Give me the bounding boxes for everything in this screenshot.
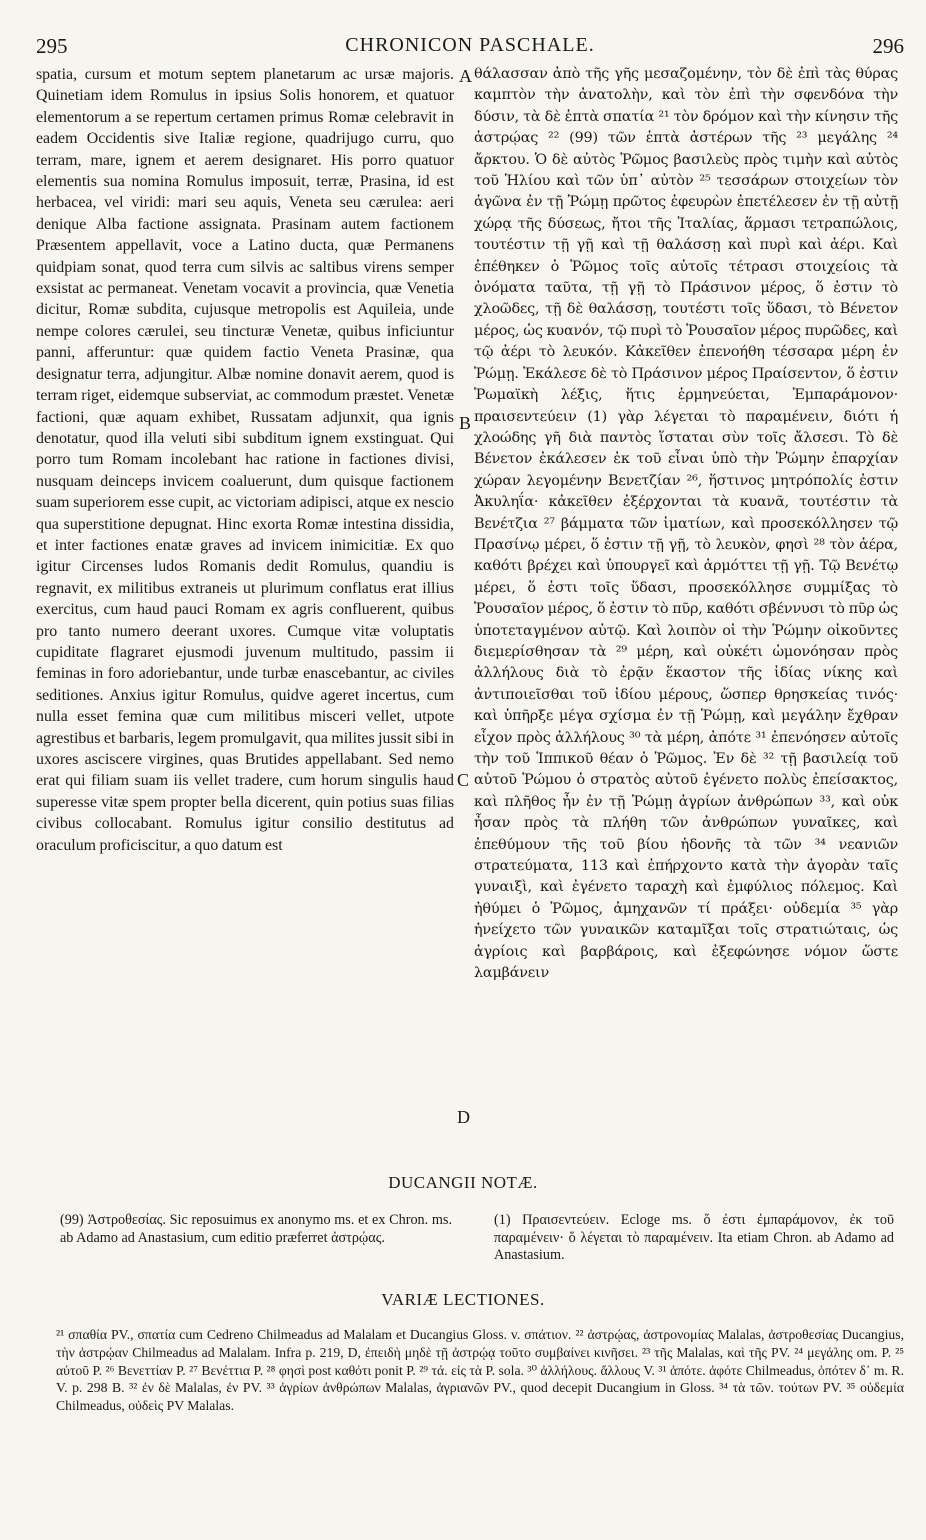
variant-readings: ²¹ σπαθία PV., σπατία cum Cedreno Chilmeadus ad Malalam et Ducangius Gloss. v. σπάτιον. ²² ἀστρῴας, ἀστρονομίας Malalas, ἀστροθεσίας Ducangius, τὴν ἀστρῴαν Chilmeadus ad Malalam. Infra p. 219, D, ἐπειδὴ μηδὲ τῇ ἀστρῴᾳ τοῦτο συμβαίνει κινῆσει. ²³ τῆς Malalas, καὶ τῆς PV. ²⁴ μεγάλης om. P. ²⁵ αὐτοῦ P. ²⁶ Βενεττίαν P. ²⁷ Βενέττια P. ²⁸ φησὶ post καθότι ponit P. ²⁹ τά. εἰς τὰ P. sola. ³⁰ ἀλλήλους. ἄλλους V. ³¹ ἀπότε. ἀφότε Chilmeadus, ὁπότεν δ᾽ m. R. V. p. 298 B. ³² ἐν δὲ Malalas, ἐν PV. ³³ ἀγρίων ἀνθρώπων Malalas, ἀγριανῶν PV., quod decepit Ducangium in Gloss. ³⁴ τὰ τῶν. τούτων PV. ³⁵ οὐδεμία Chilmeadus, οὐδεὶς PV Malalas. [56,1327,904,1414]
margin-letter-d: D [457,1107,470,1127]
greek-column: θάλασσαν ἀπὸ τῆς γῆς μεσαζομένην, τὸν δὲ ἐπὶ τὰς θύρας καμπτὸν τὴν ἀνατολὴν, καὶ τὸν ἐπὶ τὴν σφενδόνα τὴν δύσιν, τὰ δὲ ἑπτὰ σπατία ²¹ τὸν δρόμον καὶ τὴν κίνησιν τῆς ἀστρῴας ²² (99) τῶν ἑπτὰ ἀστέρων τῆς ²³ μεγάλης ²⁴ ἄρκτου. Ὁ δὲ αὐτὸς Ῥῶμος βασιλεὺς πρὸς τιμὴν καὶ αὐτὸς τοῦ Ἡλίου καὶ τῶν ὑπ᾽ αὐτὸν ²⁵ τεσσάρων στοιχείων τὸν ἀγῶνα ἐν τῇ Ῥώμῃ πρῶτος ἐφευρὼν ἐπετέλεσεν ἐν τῇ αὐτῇ χώρᾳ τῆς δύσεως, ἤτοι τῆς Ἰταλίας, ἅρμασι τετραπώλοις, τουτέστιν τῇ γῇ καὶ τῇ θαλάσσῃ καὶ πυρὶ καὶ ἀέρι. Καὶ ἐπέθηκεν ὁ Ῥῶμος τοῖς αὐτοῖς τέτρασι στοιχείοις τὰ ὀνόματα ταῦτα, τῇ γῇ τὸ Πράσινον μέρος, ὅ ἐστιν τὸ χλοῶδες, τῇ δὲ θαλάσσῃ, τουτέστι τοῖς ὕδασι, τὸ Βένετον μέρος, ὡς κυανόν, τῷ πυρὶ τὸ Ῥουσαῖον μέρος πυρῶδες, καὶ τῷ ἀέρι τὸ λευκόν. Κἀκεῖθεν ἐπενοήθη τέσσαρα μέρη ἐν Ῥώμῃ. Ἐκάλεσε δὲ τὸ Πράσινον μέρος Πραίσεντον, ὅ ἐστιν Ῥωμαϊκὴ λέξις, ἥτις ἑρμηνεύεται, Ἐμπαράμονον· πραισεντεύειν (1) γὰρ λέγεται τὸ παραμένειν, διότι ἡ χλοώδης γῆ διὰ παντὸς ἵσταται σὺν τοῖς ἄλσεσι. Τὸ δὲ Βένετον ἐκάλεσεν ἐκ τοῦ εἶναι ὑπὸ τὴν Ῥώμην ἐπαρχίαν χώραν λεγομένην Βενετζίαν ²⁶, ἥστινος μητρόπολίς ἐστιν Ἀκυληΐα· κἀκεῖθεν ἐξέρχονται τὰ κυανᾶ, τουτέστιν τὰ Βενέτζια ²⁷ βάμματα τῶν ἱματίων, καὶ προσεκόλλησεν τῷ Πρασίνῳ μέρει, ὅ ἐστιν τῇ γῇ, τὸ λευκὸν, φησὶ ²⁸ τὸν ἀέρα, καθότι βρέχει καὶ ὑπουργεῖ καὶ ἁρμόττει τῇ γῇ. Τῷ Βενέτῳ μέρει, ὅ ἐστι τοῖς ὕδασι, προσεκόλλησε συμμίξας τὸ Ῥουσαῖον μέρος, ὅ ἐστιν τὸ πῦρ, καθότι σβέννυσι τὸ πῦρ ὡς ὑποτεταγμένον αὐτῷ. Καὶ λοιπὸν οἱ τὴν Ῥώμην οἰκοῦντες διεμερίσθησαν τὰ ²⁹ μέρη, καὶ οὐκέτι ὡμονόησαν πρὸς ἀλλήλους διὰ τὸ ἐρᾷν ἕκαστον τῆς ἰδίας νίκης καὶ ἀντιποιεῖσθαι τοῦ ἰδίου μέρους, ὥσπερ θρησκείας τινός· καὶ ὑπῆρξε μέγα σχίσμα ἐν τῇ Ῥώμῃ, καὶ μεγάλην ἔχθραν εἶχον πρὸς ἀλλήλους ³⁰ τὰ μέρη, ἀπότε ³¹ ἐπενόησεν αὐτοῖς τὴν τοῦ Ἱππικοῦ θέαν ὁ Ῥῶμος. Ἐν δὲ ³² τῇ βασιλείᾳ τοῦ αὐτοῦ Ῥώμου ὁ στρατὸς αὐτοῦ ἐγένετο πολὺς ἐπείσακτος, καὶ πλῆθος ἦν ἐν τῇ Ῥώμῃ ἀγρίων ἀνθρώπων ³³, καὶ οὐκ ἦσαν πρὸς τὰ πλήθη τῶν ἀνθρώπων γυναῖκες, καὶ ἐπεθύμουν τῆς τοῦ βίου ἡδονῆς τὰ τῶν ³⁴ νεανιῶν στρατεύματα, 113 καὶ ἐπήρχοντο κατὰ τὴν ἀγορὰν ταῖς γυναιξὶ, καὶ ἐγένετο ταραχὴ καὶ ἐμφύλιος πόλεμος. Καὶ ἠθύμει ὁ Ῥῶμος, ἀμηχανῶν τί πράξει· οὐδεμία ³⁵ γὰρ ἠνείχετο τῶν γυναικῶν καταμῖξαι τοῖς στρατιώταις, ὡς ἀγρίοις καὶ βαρβάροις, καὶ ἐξεφώνησε νόμον ὥστε λαμβάνειν [474,66,898,982]
page-header [36,34,904,60]
latin-column: spatia, cursum et motum septem planetarum ac ursæ majoris. Quinetiam idem Romulus in ipsius Solis honorem, et quatuor elementorum a se repertum certamen primus Romæ celebravit in eadem Occidentis sive Italiæ regione, quadrijugo curru, quo terram, mare, ignem et aerem designaret. His porro quatuor elementis sua nomina Romulus imposuit, terræ, Prasina, id est herbacea, vel viridi: mari seu aquis, Veneta seu cærulea: aeri denique Alba factione assignata. Prasinam autem factionem Præsentem appellavit, voce a Latino ducta, quæ Permanens quidpiam sonat, quod terra cum silvis ac saltibus virens semper exsistat ac permaneat. Venetam vocavit a provincia, quæ Venetia dicitur, Romæ subdita, cujusque metropolis est Aquileia, unde nempe colores cærulei, seu tincturæ Venetæ, quibus inficiuntur panni, afferuntur: quæ quidem factio Veneta Prasinæ, qua designatur terra, adjungitur. Albæ nomine donavit aerem, quod is terram riget, eidemque subserviat, ac commodum præstet. Venetæ factioni, quæ aquam exhibet, Russatam adjunxit, qua ignis denotatur, quod illa veluti sibi subditum ignem exstinguat. Qui porro tum Romam incolebant hac ratione in factiones divisi, nusquam deinceps invicem coaluerunt, dum quisque factionem suam superiorem esse cupit, ac victoriam adipisci, atque ex nescio qua superstitione depugnat. Hinc exorta Romæ intestina dissidia, et inter factiones enatæ graves ad invicem inimicitiæ. Ex quo igitur Circenses ludos Romanis dedit Romulus, quandiu is regnavit, ex militibus extraneis ut plurimum conflatus erat illius exercitus, cum haud pauci Romam ex agris confluerent, quibus pro tanto numero deerant uxores. Cumque vitæ voluptatis cupiditate flagraret ejusmodi juvenum multitudo, passim ii feminas in foro adoriebantur, unde turbæ enascebantur, ac civiles seditiones. Anxius igitur Romulus, quidve ageret incertus, cum nulla esset femina quæ cum militibus misceri vellet, utpote agrestibus et barbaris, legem promulgavit, qua milites jussit sibi in uxores asciscere virgines, quas Brutides appellabant. Sed nemo erat qui filiam suam iis vellet tradere, cum horum singulis haud superesse vitæ spem propter bella dicerent, quin potius suas filias civibus collocabant. Romulus igitur consilio destitutus ad oraculum proficiscitur, a quo datum est [36,66,454,854]
note-right: (1) Πραισεντεύειν. Ecloge ms. ὅ ἐστι ἐμπαράμονον, ἐκ τοῦ παραμένειν· ὅ λέγεται τὸ παραμένειν. Ita etiam Chron. ab Adamo ad Anastasium. [494,1212,894,1263]
running-title: CHRONICON PASCHALE. [345,34,595,56]
margin-letter-c: C [457,770,470,790]
page-number-left: 295 [36,34,68,58]
variants-heading: VARIÆ LECTIONES. [381,1290,545,1309]
notes-heading: DUCANGII NOTÆ. [388,1173,538,1192]
note-left: (99) Ἀστροθεσίας. Sic reposuimus ex anonymo ms. et ex Chron. ms. ab Adamo ad Anastasium, cum editio præferret ἀστρῴας. [60,1212,452,1246]
margin-letter-b: B [459,413,472,433]
margin-letter-a: A [459,66,472,86]
page-number-right: 296 [872,34,904,58]
